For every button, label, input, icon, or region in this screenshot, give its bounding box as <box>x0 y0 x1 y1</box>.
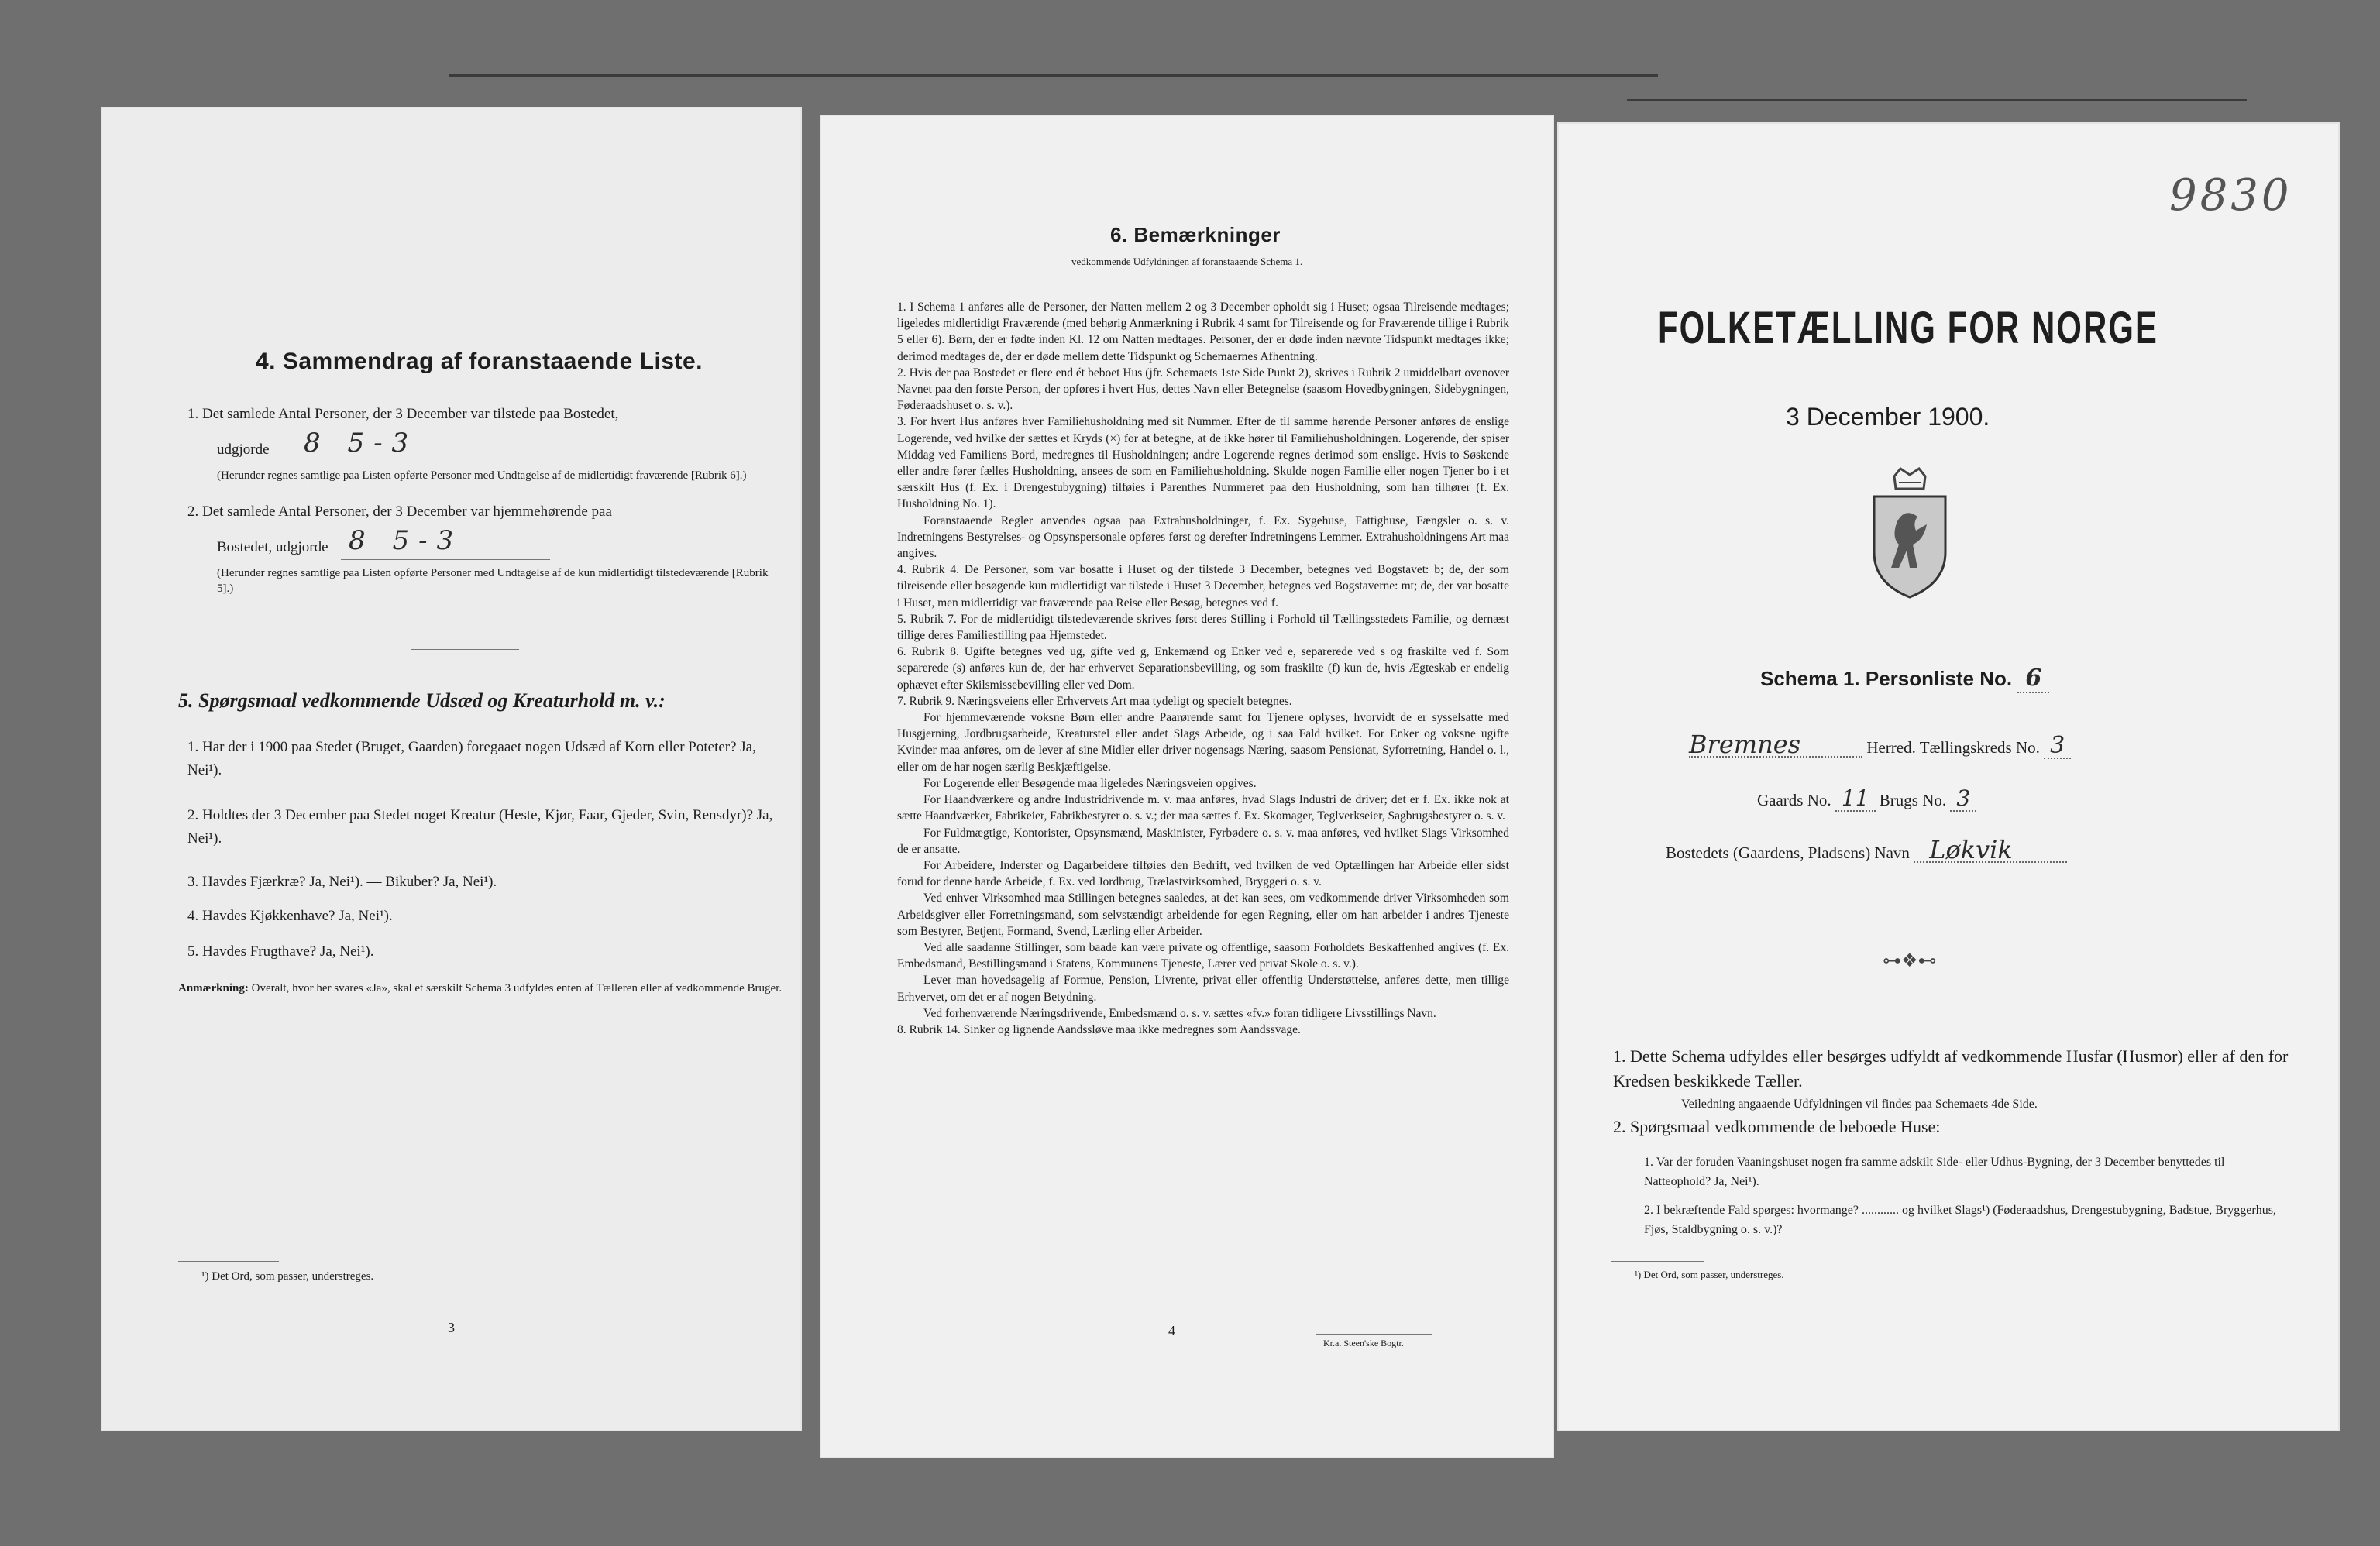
printer-rule <box>1316 1334 1432 1335</box>
remark-item: 3. For hvert Hus anføres hver Familiehusholdning med sit Nummer. Efter de til samme hørende Personer anføres de enslige Logerende, ved hvilke der sættes et Kryds (×) for at betegne, at de ikke hører til Familiehusholdningen. Logerende, der spiser Middag ved Familiens Bord, medregnes til Husholdningen; andre Logerende regnes derimod som enslige. Hvis to Søskende eller andre fører fælles Husholdning, ansees de som en Familiehusholdning. Skulde nogen Familie eller nogen Tjener bo i et særskilt Hus (f. Ex. i Drengestubygning) tilføies i Parenthes Nummeret paa den Husholdning, som han tilhører (f. Ex. Husholdning No. 1). <box>897 415 1509 511</box>
instruction-2: 2. Spørgsmaal vedkommende de beboede Huse: <box>1613 1117 1941 1136</box>
crop-question-1: 1. Har der i 1900 paa Stedet (Bruget, Gaarden) foregaaet nogen Udsæd af Korn eller Poteter? Ja, Nei¹). <box>187 739 756 778</box>
remark-item: 5. Rubrik 7. For de midlertidigt tilstedeværende skrives først deres Stilling i Forhold til Tællingsstedets Familie, og dernæst tillige deres Familiestilling paa Hjemstedet. <box>897 612 1509 643</box>
remark-item: Lever man hovedsagelig af Formue, Pension, Livrente, privat eller offentlig Understøttelse, anføres dette, men tillige Erhvervet, om det er af nogen Betydning. <box>897 974 1509 1004</box>
gaards-number: 11 <box>1835 787 1876 812</box>
remark-item: For Haandværkere og andre Industridrivende m. v. maa anføres, hvad Slags Industri de driver; det er f. Ex. ikke nok at sætte Haandværker, Fabrikeier, Fabrikbestyrer o. s. v.; der maa sættes f. Ex. Skomager, Teglverkseier, Sagbrugsbestyrer o. s. v. <box>897 793 1509 823</box>
crop-question-4: 4. Havdes Kjøkkenhave? Ja, Nei¹). <box>187 908 393 924</box>
remark-label: Anmærkning: <box>178 982 249 995</box>
house-question-1: 1. Var der foruden Vaaningshuset nogen fra samme adskilt Side- eller Udhus-Bygning, der 3 December benyttedes til Natteophold? Ja, Nei¹). <box>1644 1156 2225 1188</box>
census-date: 3 December 1900. <box>1786 403 1990 431</box>
page-3 <box>101 107 802 1431</box>
scan-border-line <box>449 74 1658 77</box>
remark <box>178 981 782 996</box>
answer-line <box>341 559 550 560</box>
footnote: ¹) Det Ord, som passer, understreges. <box>1635 1269 1784 1280</box>
remark-item: 6. Rubrik 8. Ugifte betegnes ved ug, gifte ved g, Enkemænd og Enker ved e, separerede ved s og fraskilte ved f. Som separerede (s) anføres kun de, der har erhvervet Separationsbevilling, og som fraskilte (f) kun de, hvis Ægteskab er endelig ophævet efter Skilsmissebevilling eller ved Dom. <box>897 645 1509 692</box>
brugs-number: 3 <box>1950 787 1976 812</box>
schema-label: Schema 1. Personliste No. <box>1760 667 2013 690</box>
instruction-1: 1. Dette Schema udfyldes eller besørges udfyldt af vedkommende Husfar (Husmor) eller af den for Kredsen beskikkede Tæller. <box>1613 1046 2289 1091</box>
remarks-subtitle: vedkommende Udfyldningen af foranstaaende Schema 1. <box>1071 256 1303 267</box>
remark-item: For hjemmeværende voksne Børn eller andre Paarørende samt for Tjenere oplyses, hvorvidt de er sysselsatte med Husgjerning, Jordbrugsarbeide, Kreaturstel eller andet Slags Arbeide, og i saa Fald hvilket. For Enker og voksne ugifte Kvinder maa anføres, om de lever af sine Midler eller driver nogensags Næring, saasom Pensionat, Syforretning, Handel o. l., eller om de har nogen særlig Beskjæftigelse. <box>897 711 1509 774</box>
herred-name: Bremnes <box>1689 733 1862 758</box>
taellingskreds-number: 3 <box>2044 734 2071 759</box>
footnote-rule <box>178 1261 279 1262</box>
crop-question-3: 3. Havdes Fjærkræ? Ja, Nei¹). — Bikuber? Ja, Nei¹). <box>187 874 497 890</box>
summary-q2-label: Bostedet, udgjorde <box>217 539 328 555</box>
section-4-title: 4. Sammendrag af foranstaaende Liste. <box>256 349 703 374</box>
summary-q2-text: 2. Det samlede Antal Personer, der 3 December var hjemmehørende paa <box>187 503 612 520</box>
remark-item: Ved enhver Virksomhed maa Stillingen betegnes saaledes, at det kan sees, om vedkommende driver Virksomheden som Arbeidsgiver eller Forretningsmand, som selvstændigt arbeidende for egen Regning, eller om han arbeider i andres Tjeneste som Bestyrer, Betjent, Formand, Svend, Lærling eller Arbeider. <box>897 892 1509 938</box>
footnote-rule <box>1611 1261 1704 1262</box>
bosted-line <box>1666 835 2067 864</box>
remark-item: 1. I Schema 1 anføres alle de Personer, der Natten mellem 2 og 3 December opholdt sig i Huset; ogsaa Tilreisende medtages; ligeledes midlertidigt Fraværende (med behørig Anmærkning i Rubrik 4 samt for Tilreisende og for Fraværende tillige i Rubrik 5 eller 6). Børn, der er fødte inden Kl. 12 om Natten medtages. Personer, der er døde inden nævnte Tidspunkt medtages ikke; derimod medtages de, der er døde mellem dette Tidspunkt og Schemaernes Afhentning. <box>897 301 1509 363</box>
remark-item: 7. Rubrik 9. Næringsveiens eller Erhvervets Art maa tydeligt og specielt betegnes. <box>897 694 1292 708</box>
remark-item: For Arbeidere, Inderster og Dagarbeidere tilføies den Bedrift, ved hvilken de ved Optællingen har Arbeide eller sidst forud for denne harde Arbeide, f. Ex. ved Jordbrug, Trælastvirksomhed, Bryggeri o. s. v. <box>897 858 1509 889</box>
remark-text: Overalt, hvor her svares «Ja», skal et særskilt Schema 3 udfyldes enten af Tælleren eller af vedkommende Bruger. <box>251 982 782 995</box>
herred-label: Herred. Tællingskreds No. <box>1866 738 2040 757</box>
page-4 <box>820 115 1554 1458</box>
remarks-list <box>897 299 1509 1038</box>
archive-number: 9830 <box>2169 170 2292 221</box>
bosted-label: Bostedets (Gaardens, Pladsens) Navn <box>1666 843 1910 862</box>
remarks-title: 6. Bemærkninger <box>1110 223 1281 246</box>
gaards-label: Gaards No. <box>1757 791 1831 809</box>
summary-q1-answer: 8 5-3 <box>304 428 418 459</box>
schema-line <box>1760 665 2049 693</box>
scan-border-line <box>1627 99 2247 101</box>
remark-item: For Logerende eller Besøgende maa ligeledes Næringsveien opgives. <box>923 776 1257 790</box>
remark-item: 2. Hvis der paa Bostedet er flere end ét beboet Hus (jfr. Schemaets 1ste Side Punkt 2), skrives i Rubrik 2 umiddelbart ovenover Navnet paa den første Person, der opføres i hvert Hus, dettes Navn eller Betegnelse (saasom Hovedbygningen, Sidebygningen, Føderaadshuset o. s. v.). <box>897 366 1509 413</box>
remark-item: 4. Rubrik 4. De Personer, som var bosatte i Huset og der tilstede 3 December, betegnes ved Bogstavet: b; de, der som tilreisende eller besøgende kun midlertidigt var tilstede i Huset 3 December, betegnes ved Bogstaverne: mt; de, der var bosatte i Huset, men midlertidigt var fraværende paa Reise eller Besøg, betegnes ved f. <box>897 563 1509 610</box>
herred-line <box>1689 730 2071 759</box>
personliste-number: 6 <box>2017 665 2049 693</box>
remark-item: For Fuldmægtige, Kontorister, Opsynsmænd, Maskinister, Fyrbødere o. s. v. maa anføres, ved hvilket Slags Virksomhed de er ansatte. <box>897 826 1509 856</box>
remark-item: Ved forhenværende Næringsdrivende, Embedsmænd o. s. v. sættes «fv.» foran tidligere Livsstillings Navn. <box>923 1006 1436 1020</box>
norway-coat-of-arms-icon <box>1863 467 1956 603</box>
divider <box>411 649 519 650</box>
remark-item: Ved alle saadanne Stillinger, som baade kan være private og offentlige, saasom Forholdets Beskaffenhed angives (f. Ex. Embedsmand, Bestillingsmand i Statens, Kommunens Tjeneste, Lærer ved privat Skole o. s. v.). <box>897 940 1509 971</box>
footnote: ¹) Det Ord, som passer, understreges. <box>201 1270 374 1283</box>
ornament-divider: ⊶❖⊷ <box>1883 951 1937 971</box>
brugs-label: Brugs No. <box>1879 791 1947 809</box>
crop-question-2: 2. Holdtes der 3 December paa Stedet noget Kreatur (Heste, Kjør, Faar, Gjeder, Svin, Rensdyr)? Ja, Nei¹). <box>187 807 773 847</box>
census-title: FOLKETÆLLING FOR NORGE <box>1658 303 2159 353</box>
page-number: 3 <box>448 1320 455 1335</box>
remark-item: Foranstaaende Regler anvendes ogsaa paa Extrahusholdninger, f. Ex. Sygehuse, Fattighuse, Fængsler o. s. v. Indretningens Bestyrelses- og Opsynspersonale opføres først og derefter Indretningens Lemmer. Extrahusholdningens Art maa angives. <box>897 514 1509 561</box>
summary-q2-answer: 8 5-3 <box>349 525 463 556</box>
remark-item: 8. Rubrik 14. Sinker og lignende Aandssløve maa ikke medregnes som Aandssvage. <box>897 1022 1301 1036</box>
summary-q1-note: (Herunder regnes samtlige paa Listen opførte Personer med Undtagelse af de midlertidigt fraværende [Rubrik 6].) <box>217 469 747 482</box>
page-1-cover <box>1557 122 2340 1431</box>
bosted-name: Løkvik <box>1914 838 2067 863</box>
summary-q1-label: udgjorde <box>217 441 270 458</box>
section-5-title: 5. Spørgsmaal vedkommende Udsæd og Kreaturhold m. v.: <box>178 689 666 712</box>
printer-imprint: Kr.a. Steen'ske Bogtr. <box>1323 1338 1404 1348</box>
summary-q1-text: 1. Det samlede Antal Personer, der 3 December var tilstede paa Bostedet, <box>187 406 619 422</box>
house-question-2: 2. I bekræftende Fald spørges: hvormange? ............ og hvilket Slags¹) (Føderaadshus, Drengestubygning, Badstue, Bryggerhus, Fjøs, Staldbygning o. s. v.)? <box>1644 1204 2276 1236</box>
instruction-1-sub: Veiledning angaaende Udfyldningen vil findes paa Schemaets 4de Side. <box>1681 1098 2038 1111</box>
gaards-line <box>1757 787 1976 812</box>
page-number: 4 <box>1168 1323 1175 1338</box>
crop-question-5: 5. Havdes Frugthave? Ja, Nei¹). <box>187 943 374 960</box>
summary-q2-note: (Herunder regnes samtlige paa Listen opførte Personer med Undtagelse af de kun midlertidigt tilstedeværende [Rubrik 5].) <box>217 567 769 595</box>
